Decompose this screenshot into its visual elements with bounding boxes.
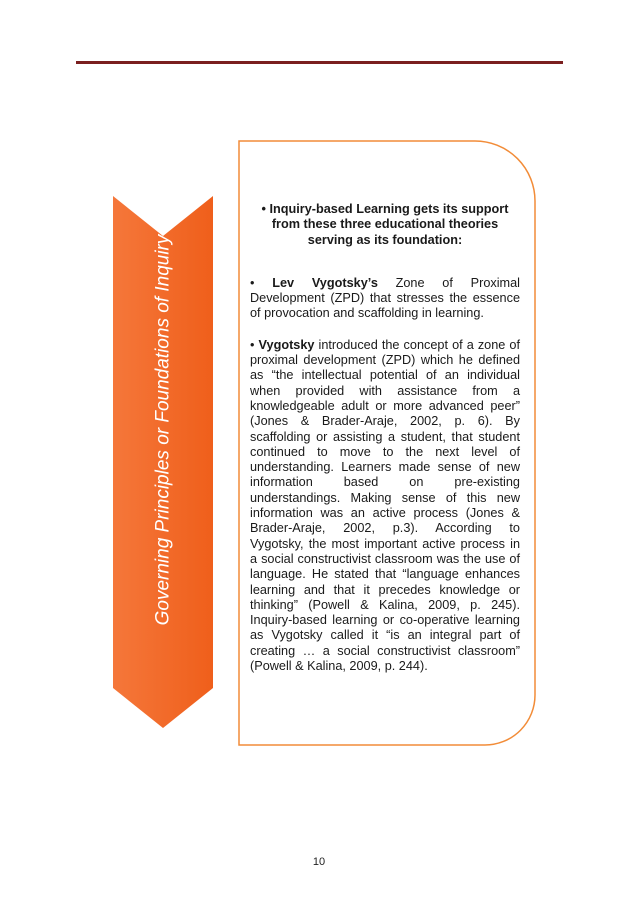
page-number: 10 xyxy=(312,856,326,868)
bullet-mark: • xyxy=(250,275,273,290)
bullet-item xyxy=(250,276,520,322)
bullet-mark: • xyxy=(250,337,259,352)
bullet-item xyxy=(250,338,520,675)
vertical-title: Governing Principles or Foundations of Inquiry xyxy=(152,234,174,626)
content-card xyxy=(238,140,538,748)
bullet-body: introduced the concept of a zone of proximal development (ZPD) which he defined as “the intellectual potential of an individual when provided with assistance from a knowledgeable adult or more advanced peer” (Jones & Brader-Araje, 2002, p. 6). By scaffolding or assisting a student, that student continued to move to the next level of understanding. Learners made sense of new information based on pre-existing understandings. Making sense of this new information was an active process (Jones & Brader-Araje, 2002, p.3). According to Vygotsky, the most important active process in a social constructivist classroom was the use of language. He stated that “language enhances learning and that it precedes knowledge or thinking” (Powell & Kalina, 2009, p. 245). Inquiry-based learning or co-operative learning as Vygotsky called it “is an integral part of creating … a social constructivist classroom” (Powell & Kalina, 2009, p. 244). xyxy=(250,337,520,674)
bullet-lead: Lev Vygotsky’s xyxy=(272,275,378,290)
bullet-lead: Vygotsky xyxy=(258,337,315,352)
intro-text: • Inquiry-based Learning gets its support from these three educational theories serving as its foundation: xyxy=(261,202,509,247)
bullet-body: Zone of Proximal Development (ZPD) that stresses the essence of provocation and scaffolding in learning. xyxy=(250,275,520,321)
card-text xyxy=(250,202,520,674)
